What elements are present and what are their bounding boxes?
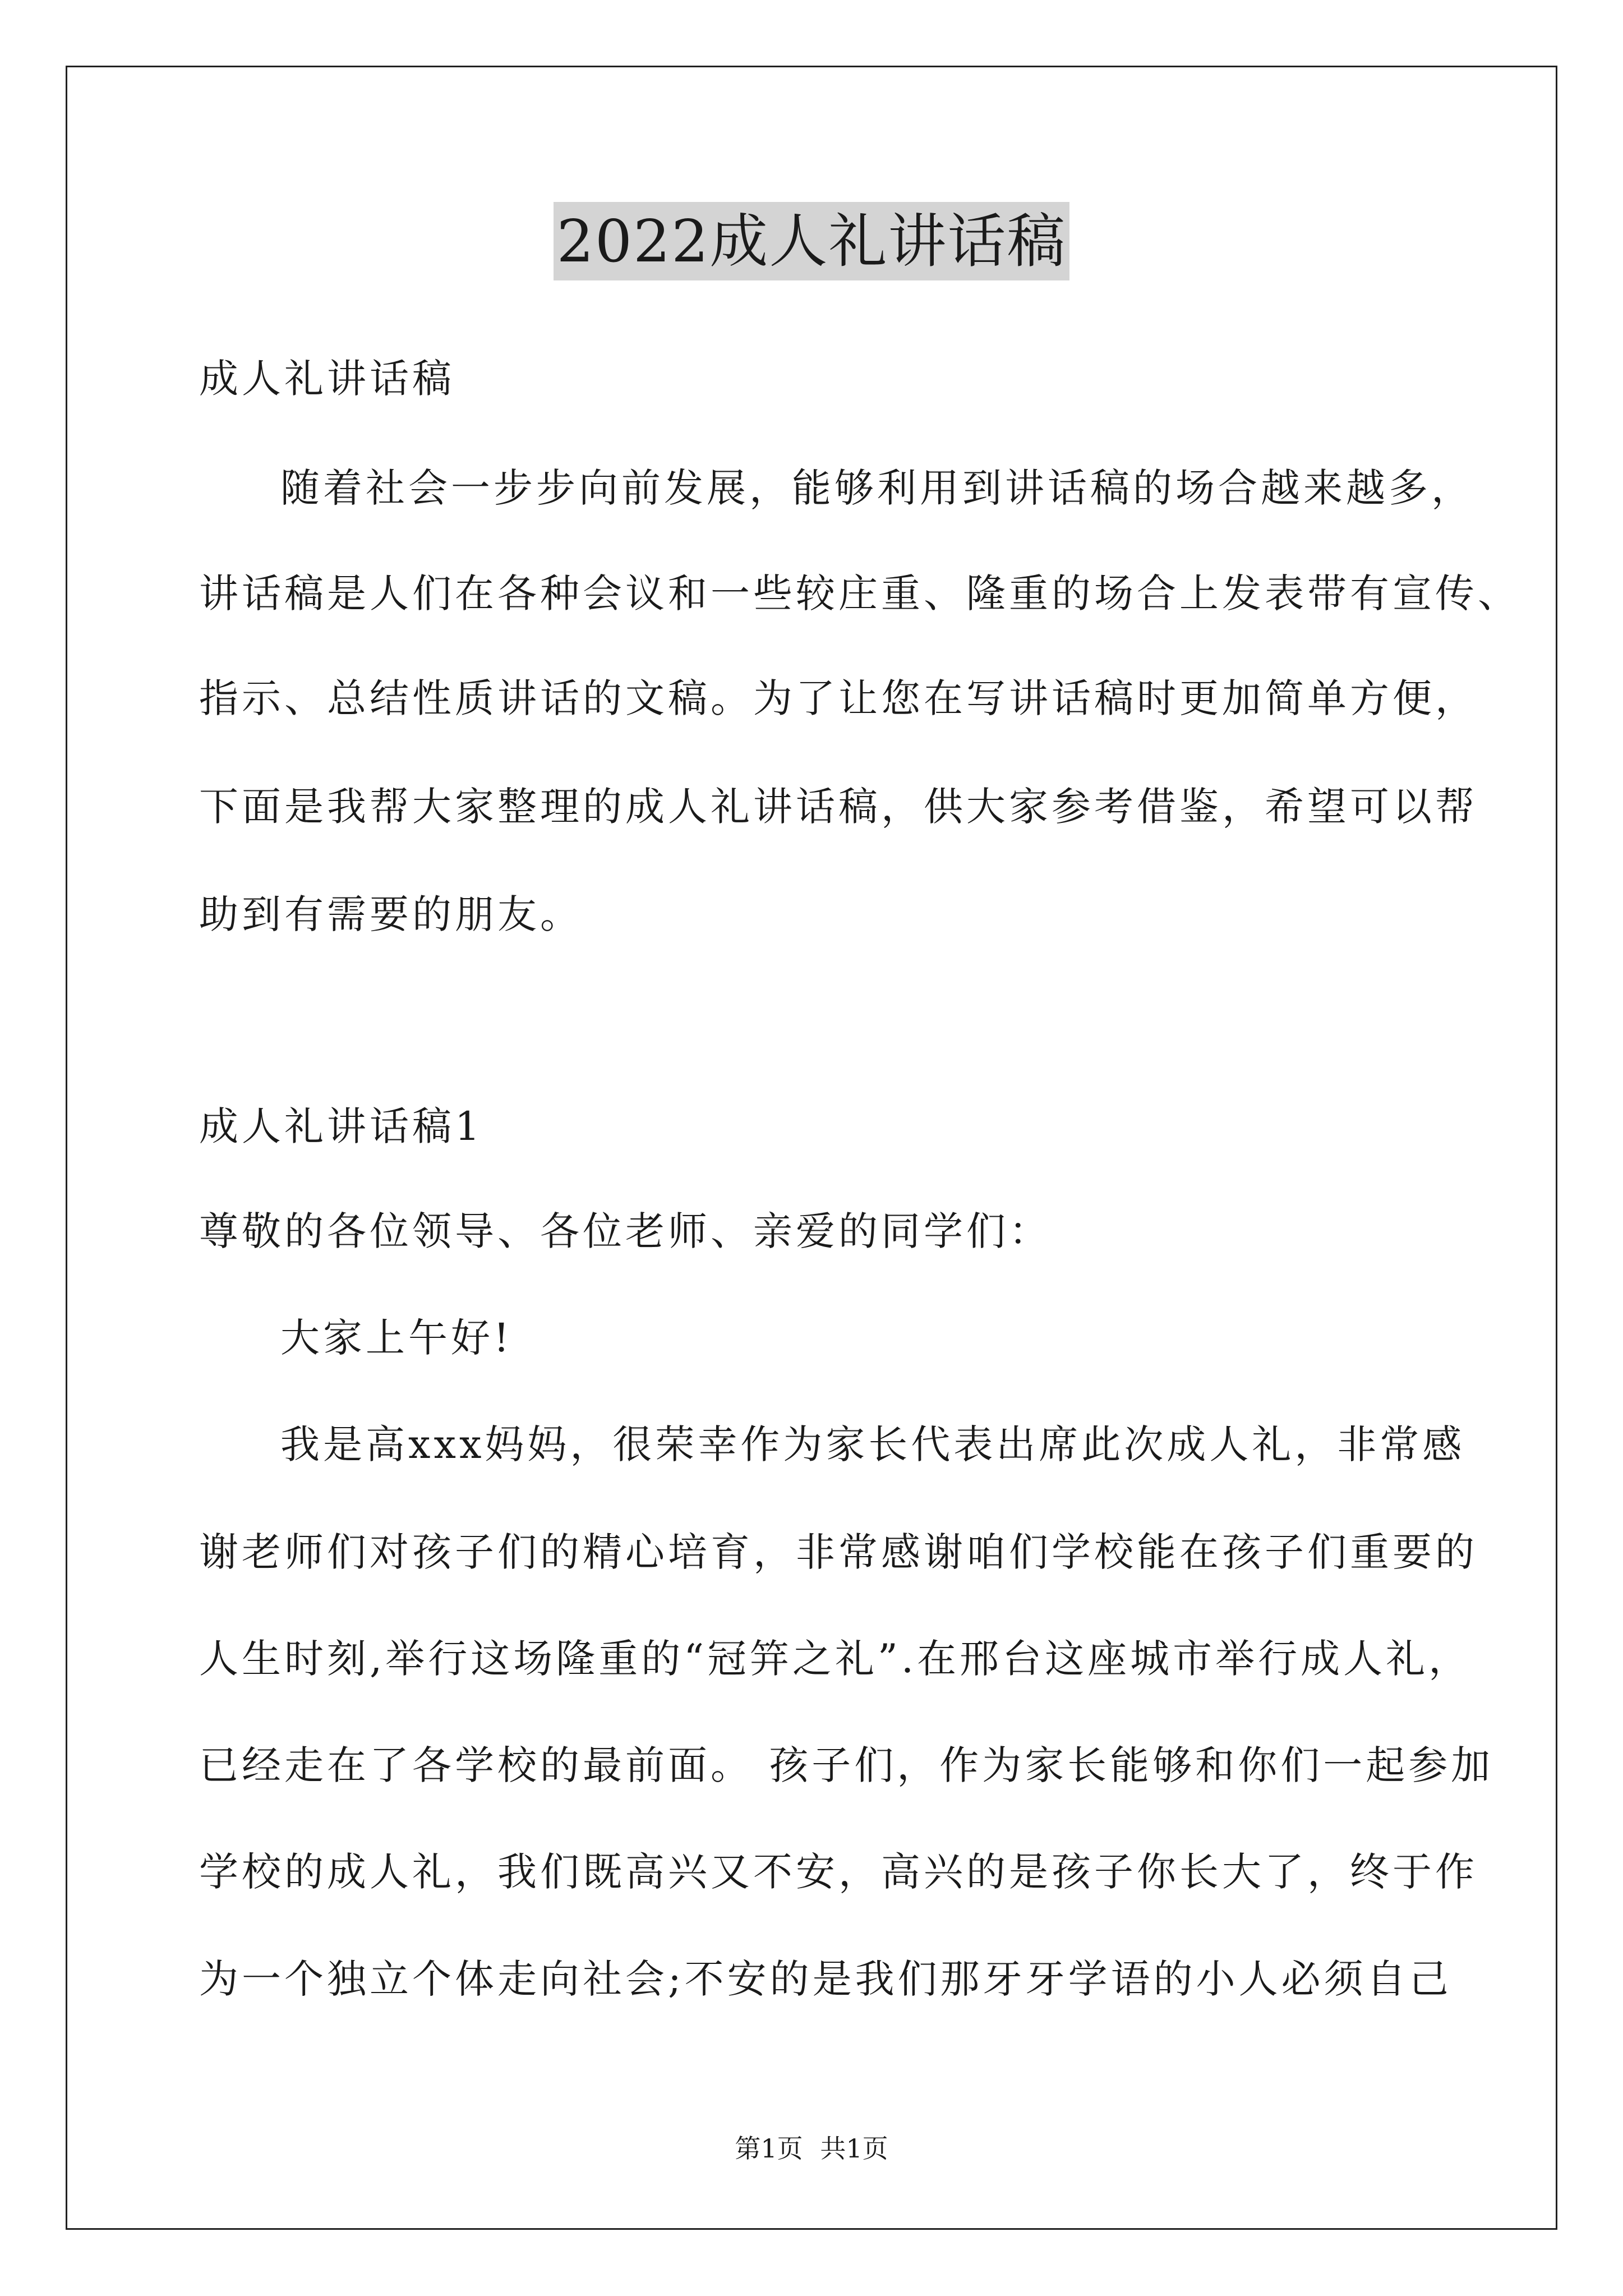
paragraph-line: 为一个独立个体走向社会;不安的是我们那牙牙学语的小人必须自己 [199, 1956, 1452, 2002]
paragraph-line: 人生时刻,举行这场隆重的“冠笄之礼”.在邢台这座城市举行成人礼， [199, 1636, 1472, 1682]
title-container [0, 202, 1623, 280]
section-heading: 成人礼讲话稿 [199, 356, 455, 402]
section-heading: 成人礼讲话稿1 [199, 1103, 483, 1149]
paragraph-line: 我是高xxx妈妈，很荣幸作为家长代表出席此次成人礼，非常感 [280, 1421, 1465, 1467]
page-number: 第1页 [735, 2133, 803, 2164]
salutation-line: 尊敬的各位领导、各位老师、亲爱的同学们： [199, 1208, 1052, 1254]
page-footer [0, 2132, 1623, 2165]
paragraph-line: 指示、总结性质讲话的文稿。为了让您在写讲话稿时更加简单方便， [199, 675, 1478, 721]
paragraph-line: 随着社会一步步向前发展，能够利用到讲话稿的场合越来越多， [280, 465, 1474, 511]
paragraph-line: 学校的成人礼，我们既高兴又不安，高兴的是孩子你长大了，终于作 [199, 1849, 1478, 1895]
paragraph-line: 谢老师们对孩子们的精心培育，非常感谢咱们学校能在孩子们重要的 [199, 1529, 1478, 1575]
paragraph-line: 下面是我帮大家整理的成人礼讲话稿，供大家参考借鉴，希望可以帮 [199, 784, 1478, 830]
paragraph-line: 已经走在了各学校的最前面。 孩子们，作为家长能够和你们一起参加 [199, 1742, 1494, 1788]
page-total: 共1页 [820, 2133, 888, 2164]
paragraph-line: 助到有需要的朋友。 [199, 891, 583, 937]
paragraph-line: 讲话稿是人们在各种会议和一些较庄重、隆重的场合上发表带有宣传、 [199, 570, 1520, 616]
document-title: 2022成人礼讲话稿 [554, 202, 1070, 280]
greeting-line: 大家上午好! [280, 1315, 513, 1361]
